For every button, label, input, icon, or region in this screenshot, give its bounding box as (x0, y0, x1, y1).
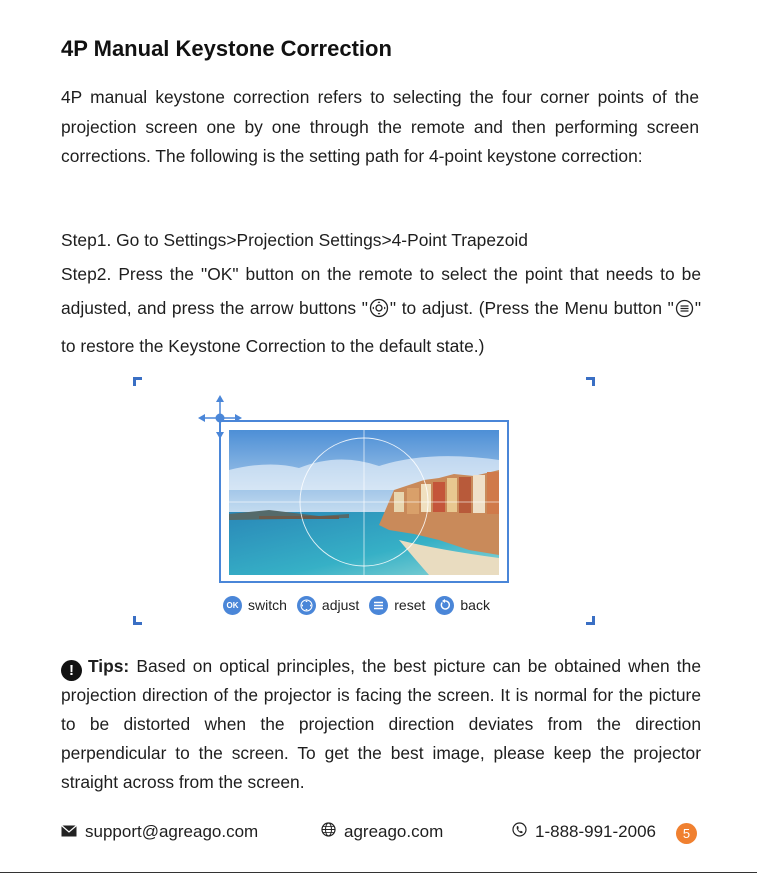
arrow-buttons-icon (369, 295, 389, 329)
corner-marker-bottom-right (586, 616, 595, 625)
globe-icon (321, 822, 336, 842)
legend-label: switch (248, 597, 287, 613)
exclamation-icon: ! (61, 660, 82, 681)
tips-label: Tips: (88, 656, 130, 676)
tips-text: Based on optical principles, the best picture can be obtained when the projection direction of the projector is facing the screen. It is normal for the picture to be distorted when the projection direction deviates from the direction perpendicular to the screen. To get the best image, please keep the projector straight across from the screen. (61, 656, 701, 792)
page-title: 4P Manual Keystone Correction (61, 36, 392, 61)
direction-pad-icon (297, 596, 316, 615)
menu-button-icon (369, 596, 388, 615)
legend-item-adjust (297, 596, 359, 615)
move-crosshair-icon (195, 391, 245, 441)
step2-part3: " to restore the Keystone Correction to the default state.) (61, 298, 701, 356)
step2-part2: " to adjust. (Press the Menu button " (389, 298, 674, 318)
footer-phone (512, 820, 656, 844)
phone-icon (512, 822, 527, 842)
footer-website-text: agreago.com (344, 822, 444, 841)
projected-coastal-photo (229, 430, 499, 575)
legend-label: reset (394, 597, 426, 613)
remote-legend (223, 595, 500, 615)
step2-part1: Step2. Press the "OK" button on the remote to select the point that needs to be adjusted, and press the arrow buttons " (61, 264, 701, 318)
legend-item-reset (369, 596, 425, 615)
corner-marker-bottom-left (133, 616, 142, 625)
step2-text (61, 257, 701, 363)
bottom-divider (0, 872, 757, 873)
footer-email-text: support@agreago.com (85, 822, 259, 841)
legend-label: back (460, 597, 490, 613)
tips-paragraph (61, 652, 701, 797)
legend-label: adjust (321, 597, 360, 613)
legend-item-back (435, 596, 490, 615)
envelope-icon (61, 822, 77, 842)
corner-marker-top-left (133, 377, 142, 386)
page-number-badge: 5 (676, 823, 697, 844)
menu-button-icon (675, 295, 694, 329)
legend-item-switch (223, 596, 287, 615)
footer-email (61, 820, 258, 844)
corner-marker-top-right (586, 377, 595, 386)
back-arrow-icon (435, 596, 454, 615)
ok-button-icon: OK (223, 596, 242, 615)
intro-paragraph: 4P manual keystone correction refers to selecting the four corner points of the projection screen one by one through the remote and then performing screen corrections. The following is the setting path for 4-point keystone correction: (61, 87, 699, 166)
footer-website (321, 820, 443, 844)
footer-phone-text: 1-888-991-2006 (535, 822, 656, 841)
projection-screen-frame (219, 420, 509, 583)
step1-text: Step1. Go to Settings>Projection Settings>4-Point Trapezoid (61, 230, 528, 250)
